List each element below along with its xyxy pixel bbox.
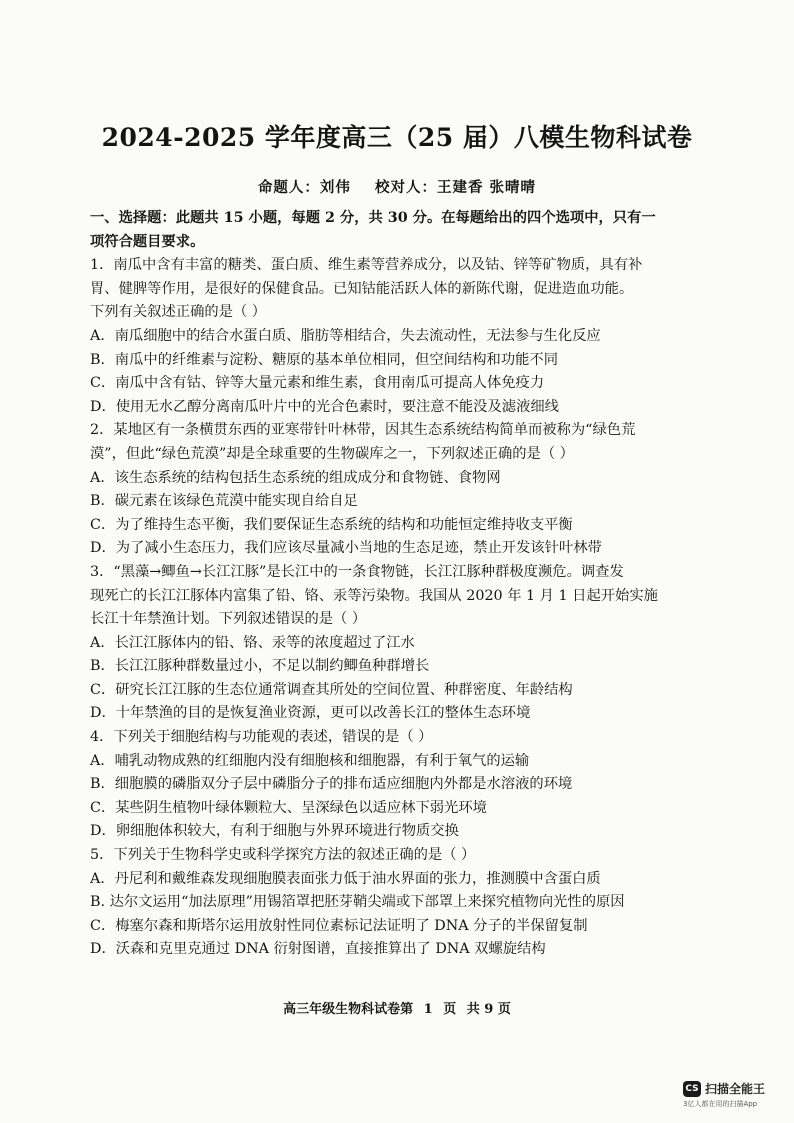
question-stem: 5．下列关于生物科学史或科学探究方法的叙述正确的是（ ） <box>90 847 476 864</box>
question-stem: 3．“黑藻→鲫鱼→长江江豚”是长江中的一条食物链，长江江豚种群极度濒危。调查发 <box>90 563 624 580</box>
option-c: C．某些阴生植物叶绿体颗粒大、呈深绿色以适应林下弱光环境 <box>90 799 487 816</box>
question-3 <box>90 561 720 726</box>
option-d: D．为了减小生态压力，我们应该尽量减小当地的生态足迹，禁止开发该针叶林带 <box>90 540 602 557</box>
footer-page-number: 1 <box>423 1002 433 1017</box>
question-stem: 胃、健脾等作用，是很好的保健食品。已知钴能活跃人体的新陈代谢，促进造血功能。 <box>90 280 634 297</box>
question-stem: 1．南瓜中含有丰富的糖类、蛋白质、维生素等营养成分，以及钴、锌等矿物质，具有补 <box>90 257 643 274</box>
camscanner-icon: CS <box>683 1081 701 1097</box>
option-d: D．十年禁渔的目的是恢复渔业资源，更可以改善长江的整体生态环境 <box>90 705 531 722</box>
scanner-name: 扫描全能王 <box>705 1082 766 1096</box>
question-4 <box>90 726 720 844</box>
option-b: B．南瓜中的纤维素与淀粉、糖原的基本单位相同，但空间结构和功能不同 <box>90 351 559 368</box>
option-c: C．梅塞尔森和斯塔尔运用放射性同位素标记法证明了 DNA 分子的半保留复制 <box>90 917 588 934</box>
option-b: B．碳元素在该绿色荒漠中能实现自给自足 <box>90 493 358 510</box>
exam-title: 2024-2025 学年度高三（25 届）八模生物科试卷 <box>101 123 693 152</box>
option-c: C．为了维持生态平衡，我们要保证生态系统的结构和功能恒定维持收支平衡 <box>90 516 573 533</box>
question-5 <box>90 844 720 962</box>
question-1 <box>90 254 720 419</box>
exam-body <box>90 207 720 962</box>
option-a: A．南瓜细胞中的结合水蛋白质、脂肪等相结合，失去流动性，无法参与生化反应 <box>90 327 601 344</box>
footer-page-unit: 页 <box>443 1002 457 1017</box>
option-c: C．研究长江江豚的生态位通常调查其所处的空间位置、种群密度、年龄结构 <box>90 681 573 698</box>
question-2 <box>90 419 720 561</box>
option-a: A．丹尼利和戴维森发现细胞膜表面张力低于油水界面的张力，推测膜中含蛋白质 <box>90 870 601 887</box>
author-label: 命题人：刘伟 <box>257 179 351 196</box>
option-b: B．长江江豚种群数量过小，不足以制约鲫鱼种群增长 <box>90 658 430 675</box>
question-stem: 现死亡的长江江豚体内富集了铅、铬、汞等污染物。我国从 2020 年 1 月 1 日起开始实施 <box>90 587 658 604</box>
option-a: A．哺乳动物成熟的红细胞内没有细胞核和细胞器，有利于氧气的运输 <box>90 752 530 769</box>
scanner-watermark <box>683 1080 789 1109</box>
scanner-tagline: 3亿人都在用的扫描App <box>683 1100 758 1108</box>
option-c: C．南瓜中含有钴、锌等大量元素和维生素，食用南瓜可提高人体免疫力 <box>90 375 545 392</box>
footer-total: 共 9 页 <box>466 1002 511 1017</box>
section-heading-cont: 项符合题目要求。 <box>90 233 205 250</box>
checker-label: 校对人：王建香 张晴晴 <box>375 179 537 196</box>
question-stem: 长江十年禁渔计划。下列叙述错误的是（ ） <box>90 611 367 628</box>
question-stem: 漠”，但此“绿色荒漠”却是全球重要的生物碳库之一，下列叙述正确的是（ ） <box>90 445 574 462</box>
section-heading: 一、选择题：此题共 15 小题，每题 2 分，共 30 分。在每题给出的四个选项中，只有一 <box>90 210 656 226</box>
question-stem: 2．某地区有一条横贯东西的亚寒带针叶林带，因其生态系统结构简单而被称为“绿色荒 <box>90 422 636 439</box>
footer-label: 高三年级生物科试卷第 <box>283 1002 414 1017</box>
option-a: A．长江江豚体内的铅、铬、汞等的浓度超过了江水 <box>90 634 415 651</box>
option-d: D．使用无水乙醇分离南瓜叶片中的光合色素时，要注意不能没及滤液细线 <box>90 398 559 415</box>
question-stem: 下列有关叙述正确的是（ ） <box>90 304 267 321</box>
author-line <box>0 176 794 197</box>
option-b: B. 达尔文运用“加法原理”用锡箔罩把胚芽鞘尖端或下部罩上来探究植物向光性的原因 <box>90 894 625 911</box>
question-stem: 4．下列关于细胞结构与功能观的表述，错误的是（ ） <box>90 729 433 746</box>
option-d: D．卵细胞体积较大，有利于细胞与外界环境进行物质交换 <box>90 823 459 840</box>
page-footer <box>0 998 794 1017</box>
option-b: B．细胞膜的磷脂双分子层中磷脂分子的排布适应细胞内外都是水溶液的环境 <box>90 776 573 793</box>
option-d: D．沃森和克里克通过 DNA 衍射图谱，直接推算出了 DNA 双螺旋结构 <box>90 941 546 958</box>
option-a: A．该生态系统的结构包括生态系统的组成成分和食物链、食物网 <box>90 469 501 486</box>
